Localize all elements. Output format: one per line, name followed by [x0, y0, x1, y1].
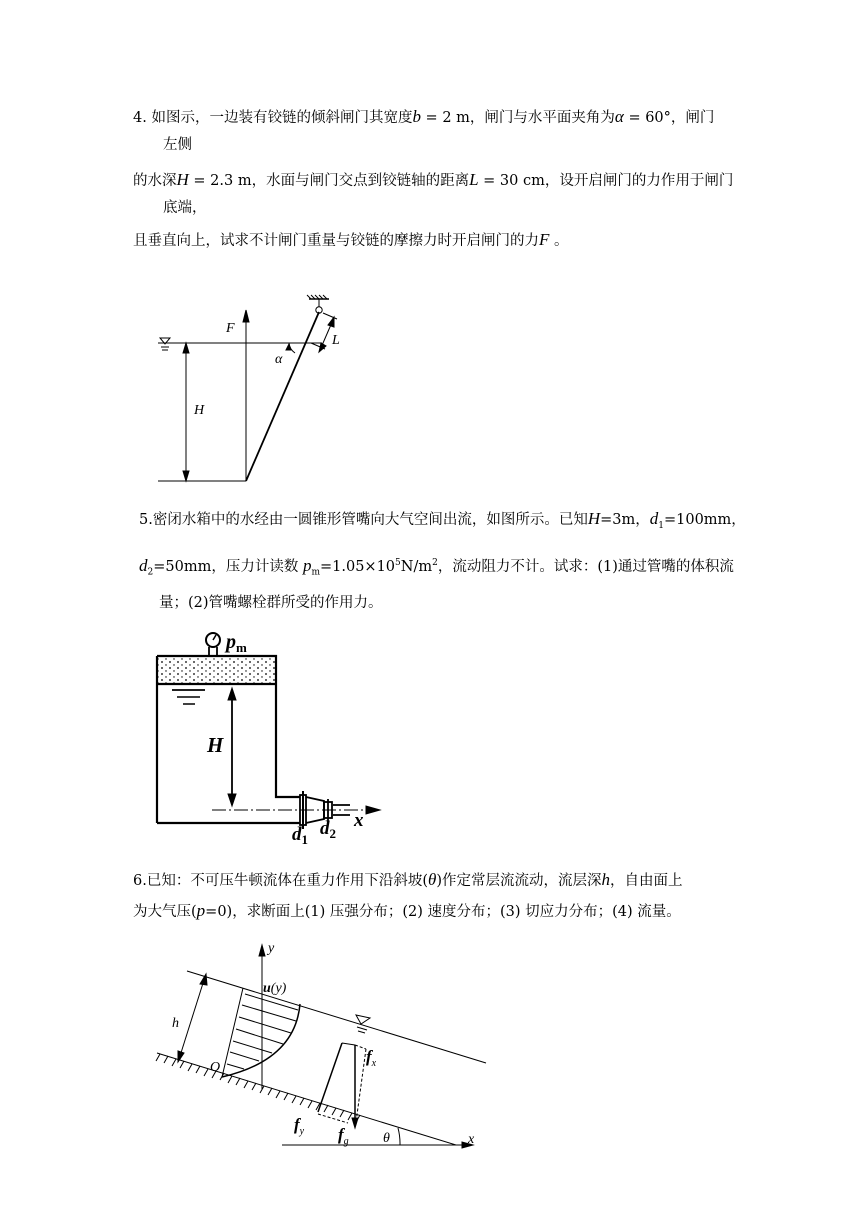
- L-variable: L: [469, 170, 479, 189]
- O-label: O: [210, 1060, 221, 1075]
- p-variable: p: [196, 901, 206, 920]
- pm-variable: p: [302, 555, 312, 575]
- water-level-symbol: [356, 1015, 370, 1024]
- d2-variable: d: [139, 555, 148, 575]
- p5-line2: $d_2=50mm$，压力计读数 $p_m=1.05\times 10^5N/m^2$，流动阻力不计。试求：(1)通过管嘴的体积流: [139, 555, 734, 578]
- p5-line3: 量；(2)管嘴螺栓群所受的作用力。: [159, 595, 383, 611]
- H-label: H: [207, 733, 224, 757]
- alpha-variable: α: [614, 107, 624, 126]
- alpha-label: α: [275, 352, 283, 367]
- fg-label: $f_g$: [338, 1125, 349, 1147]
- theta-label: θ: [383, 1131, 390, 1146]
- H-variable: H: [587, 509, 601, 528]
- h-variable: h: [601, 870, 611, 889]
- p4-line5: 且垂直向上，试求不计闸门重量与铰链的摩擦力时开启闸门的力F 。: [133, 230, 569, 249]
- p4-line3: 的水深H = 2.3 m，水面与闸门交点到铰链轴的距离L = 30 cm，设开启闸门的力作用于闸门: [133, 170, 734, 189]
- fy-label: $f_y$: [294, 1115, 305, 1137]
- free-surface-line: [187, 971, 486, 1063]
- pm-label: $p_m$: [226, 631, 247, 655]
- p4-line2: 左侧: [163, 137, 192, 153]
- x-label: x: [468, 1132, 475, 1147]
- theta-arc: [398, 1128, 400, 1145]
- p4-line1: 4. 如图示，一边装有铰链的倾斜闸门其宽度b = 2 m，闸门与水平面夹角为α = 60°，闸门: [133, 107, 715, 126]
- h-dimension: [180, 980, 204, 1056]
- d1-label: $d_1$: [292, 824, 308, 847]
- H-label: H: [194, 403, 205, 418]
- bed-line: [157, 1053, 456, 1145]
- y-label: y: [268, 941, 275, 956]
- p6-line1: 6.已知：不可压牛顿流体在重力作用下沿斜坡(θ)作定常层流流动，流层深h，自由面上: [133, 870, 683, 889]
- p5-line1: 5.密闭水箱中的水经由一圆锥形管嘴向大气空间出流，如图所示。已知H=3m，$d_1=100mm$，: [139, 509, 746, 531]
- fx-label: $f_x$: [366, 1047, 377, 1069]
- theta-variable: θ: [428, 870, 437, 889]
- H-variable: H: [176, 170, 189, 189]
- d2-label: $d_2$: [320, 818, 336, 841]
- u-label: u(y): [263, 981, 287, 996]
- b-variable: b: [412, 107, 421, 126]
- p4-line4: 底端，: [163, 200, 207, 216]
- h-label: h: [172, 1016, 179, 1031]
- x-label: x: [354, 810, 364, 831]
- F-variable: F: [539, 230, 550, 249]
- L-label: L: [332, 333, 340, 348]
- p6-line2: 为大气压(p=0)，求断面上(1) 压强分布；(2) 速度分布；(3) 切应力分布；(4) 流量。: [133, 901, 681, 920]
- d1-variable: d: [649, 509, 659, 528]
- F-label: F: [226, 321, 235, 336]
